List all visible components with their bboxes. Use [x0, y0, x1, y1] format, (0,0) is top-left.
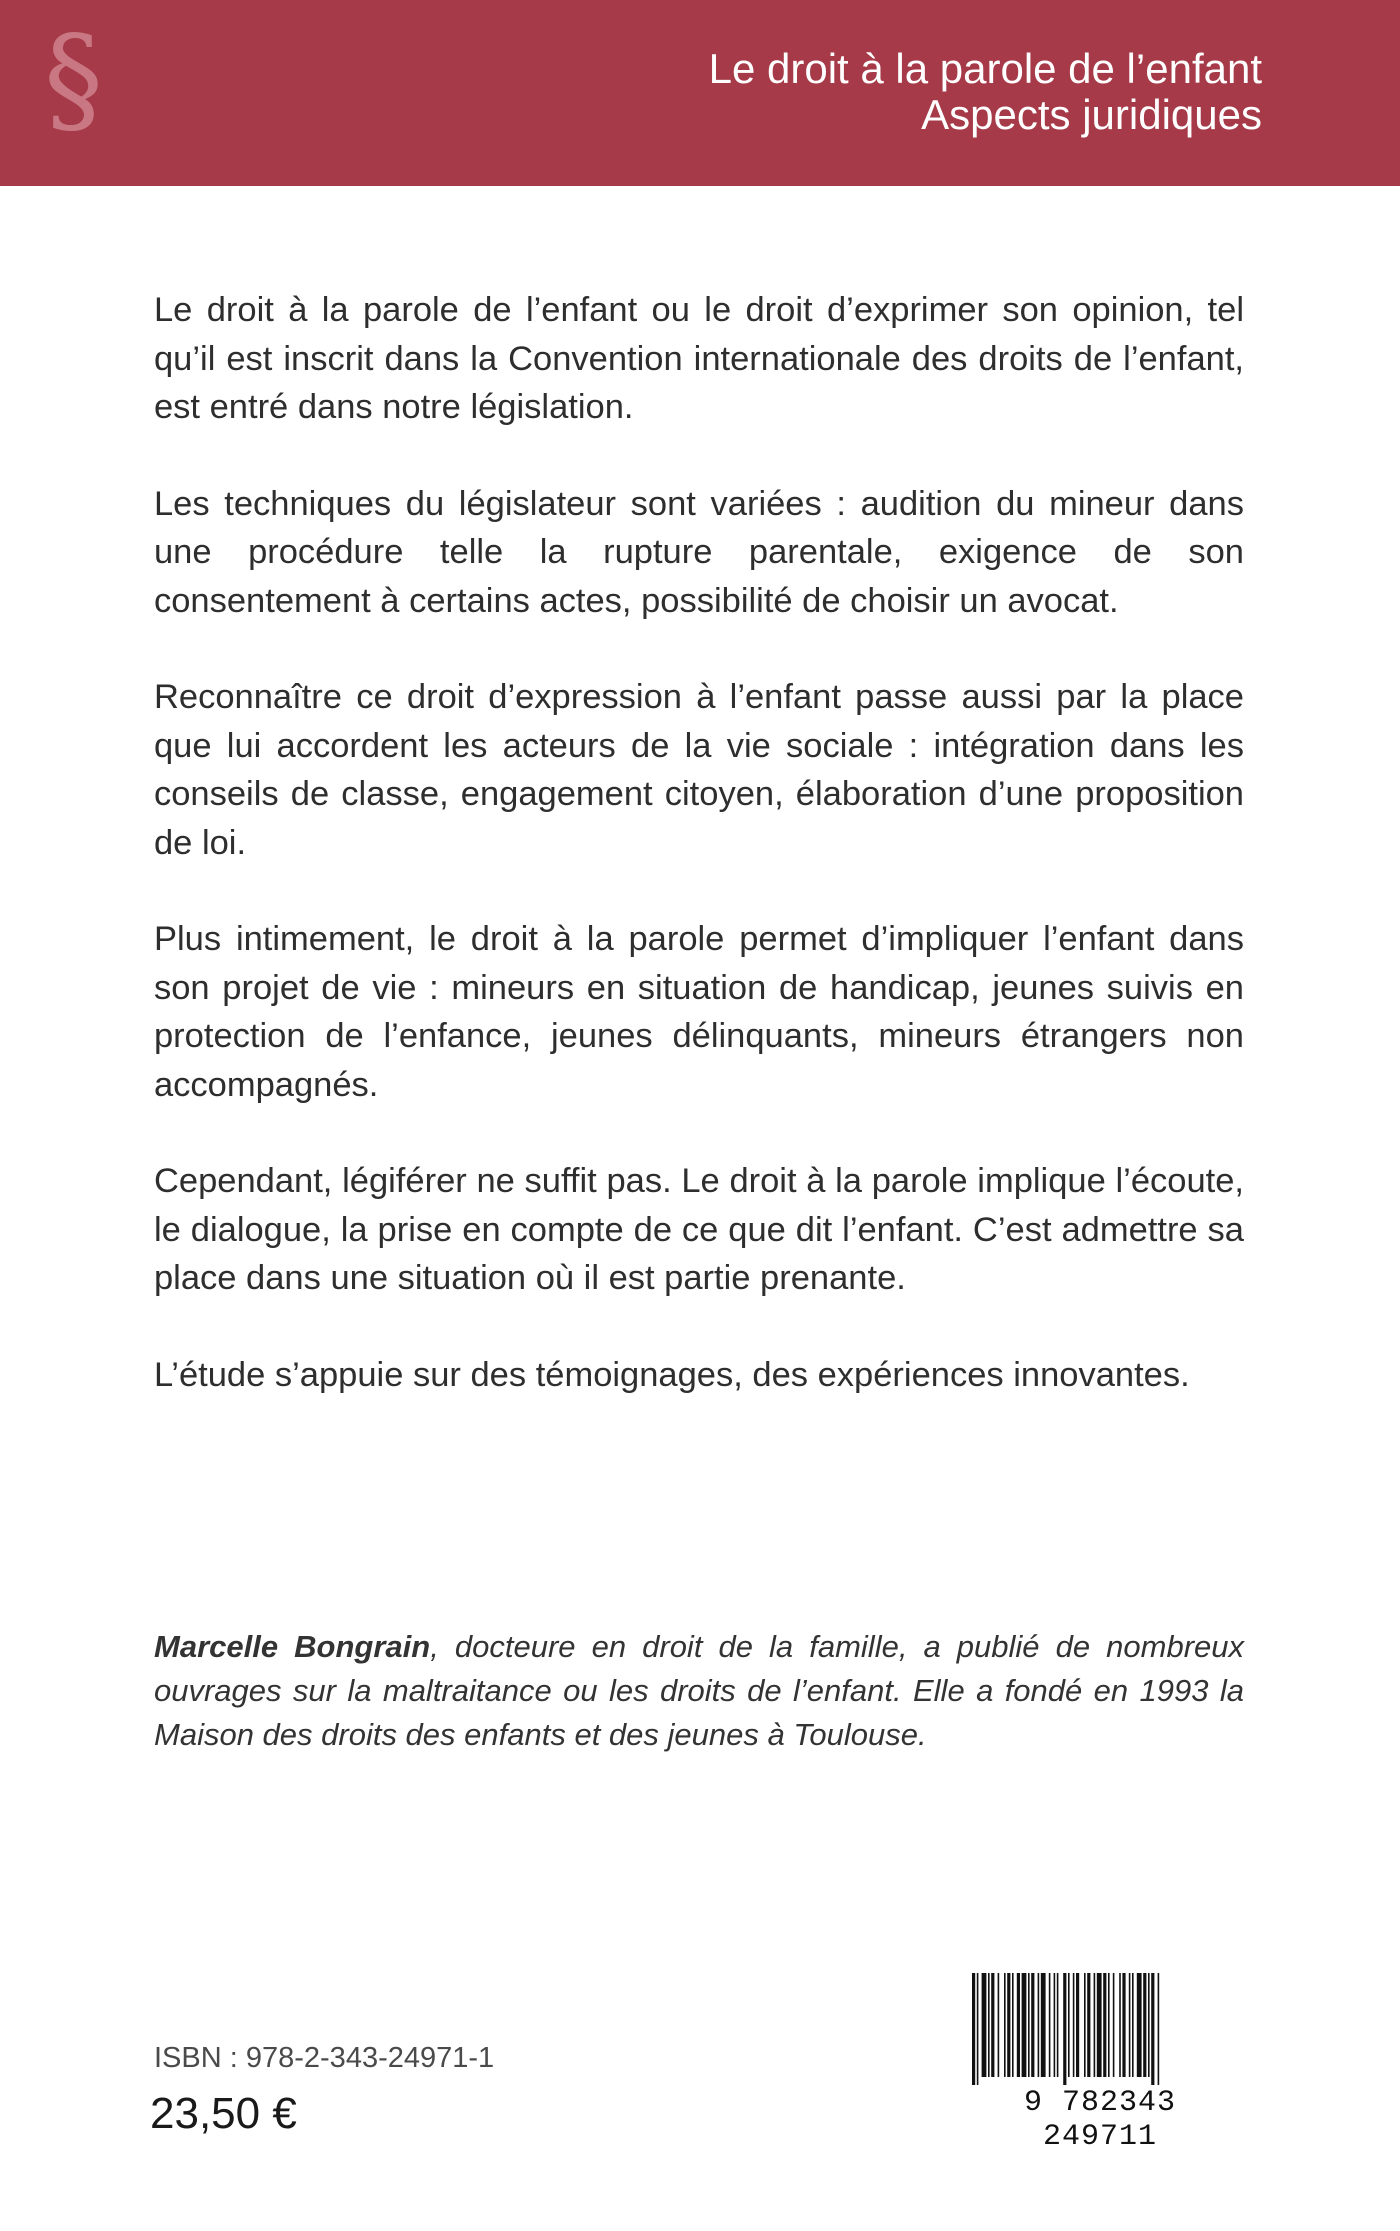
barcode-bar	[1087, 1973, 1090, 2077]
author-bio	[154, 1625, 1244, 1757]
barcode-bar	[1004, 1973, 1006, 2077]
author-bio-text: , docteure en droit de la famille, a publié de nombreux ouvrages sur la maltraitance ou les droits de l’enfant. Elle a fondé en 1993 la Maison des droits des enfants et des jeunes à Toulouse.	[154, 1629, 1244, 1752]
barcode-bar	[1151, 1973, 1154, 2085]
barcode-digits: 9 782343 249711	[1023, 2086, 1177, 2154]
barcode-bar	[1084, 1973, 1086, 2077]
barcode-bar	[1132, 1973, 1134, 2077]
title-line-1: Le droit à la parole de l’enfant	[708, 45, 1262, 92]
author-name: Marcelle Bongrain	[154, 1629, 431, 1664]
barcode-bar	[1158, 1973, 1160, 2085]
title-line-2: Aspects juridiques	[921, 91, 1262, 138]
barcode-bar	[982, 1973, 987, 2077]
summary-paragraph-3: Reconnaître ce droit d’expression à l’enfant passe aussi par la place que lui accordent les acteurs de la vie sociale : intégration dans les conseils de classe, engagement citoyen, élaboration d’une proposition de loi.	[154, 678, 1244, 862]
barcode-bar	[1129, 1973, 1131, 2077]
barcode-bar	[1063, 1973, 1066, 2085]
summary-paragraph-6: L’étude s’appuie sur des témoignages, des expériences innovantes.	[154, 1355, 1190, 1394]
barcode-bar	[1073, 1973, 1075, 2077]
barcode-bar	[1076, 1973, 1079, 2077]
barcode-bar	[977, 1973, 979, 2085]
barcode-bar	[1007, 1973, 1010, 2077]
barcode-bar	[1148, 1973, 1150, 2077]
summary-paragraph-1: Le droit à la parole de l’enfant ou le droit d’exprimer son opinion, tel qu’il est inscrit dans la Convention internationale des droits de l’enfant, est entré dans notre législation.	[154, 291, 1244, 426]
barcode-bar	[1068, 1973, 1070, 2077]
barcode-bar	[1041, 1973, 1046, 2077]
title-band	[0, 0, 1400, 186]
barcode-bar	[1028, 1973, 1030, 2077]
barcode-bar	[1137, 1973, 1142, 2077]
price: 23,50 €	[150, 2089, 297, 2138]
isbn: ISBN : 978-2-343-24971-1	[154, 2042, 495, 2074]
barcode-bar	[1094, 1973, 1096, 2077]
summary-paragraph-2: Les techniques du législateur sont variées : audition du mineur dans une procédure telle la rupture parentale, exigence de son consentement à certains actes, possibilité de choisir un avocat.	[154, 484, 1244, 620]
barcode-bar	[1031, 1973, 1034, 2077]
barcode-bars	[970, 1973, 1230, 2085]
barcode-bar	[1038, 1973, 1040, 2077]
barcode-bar	[1113, 1973, 1115, 2077]
barcode-bar	[998, 1973, 1000, 2077]
barcode-bar	[1097, 1973, 1102, 2077]
barcode-bar	[1122, 1973, 1125, 2077]
summary-paragraph-4: Plus intimement, le droit à la parole permet d’impliquer l’enfant dans son projet de vie : mineurs en situation de handicap, jeunes suivis en protection de l’enfance, jeunes délinquants, mineurs étrangers non accompagnés.	[154, 920, 1244, 1104]
summary-paragraph-5: Cependant, légiférer ne suffit pas. Le droit à la parole implique l’écoute, le dialogue, la prise en compte de ce que dit l’enfant. C’est admettre sa place dans une situation où il est partie prenante.	[154, 1162, 1244, 1297]
barcode-bar	[988, 1973, 990, 2077]
section-sign-icon: §	[44, 10, 103, 148]
book-title	[709, 46, 1262, 138]
barcode-bar	[1103, 1973, 1106, 2077]
barcode-bar	[1017, 1973, 1020, 2077]
barcode-bar	[1012, 1973, 1014, 2077]
barcode-bar	[1022, 1973, 1027, 2077]
barcode	[958, 1968, 1242, 2154]
back-cover-summary	[154, 286, 1244, 1447]
barcode-bar	[1057, 1973, 1059, 2077]
barcode-bar	[1049, 1973, 1051, 2077]
barcode-bar	[1108, 1973, 1110, 2077]
barcode-bar	[991, 1973, 994, 2077]
barcode-bar	[972, 1973, 975, 2085]
barcode-bar	[1119, 1973, 1121, 2077]
barcode-bar	[1054, 1973, 1056, 2077]
barcode-bar	[1143, 1973, 1146, 2077]
